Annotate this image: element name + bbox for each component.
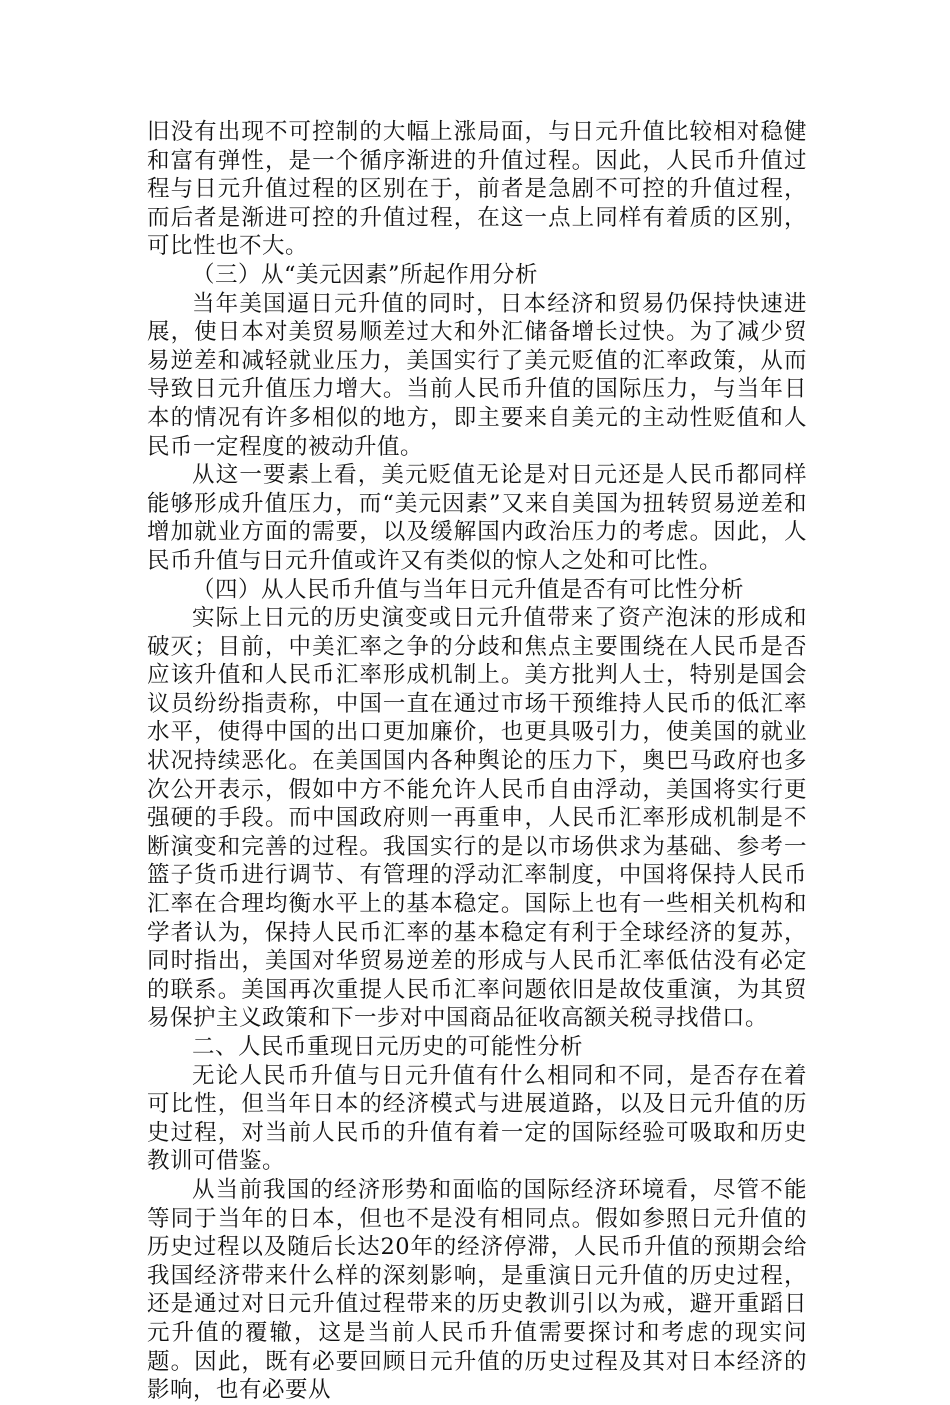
section-heading-4: （四）从人民币升值与当年日元升值是否有可比性分析 (192, 576, 745, 603)
section-heading-3: （三）从“美元因素”所起作用分析 (192, 261, 539, 288)
document-body (147, 118, 807, 1405)
paragraph: 当年美国逼日元升值的同时，日本经济和贸易仍保持快速进展，使日本对美贸易顺差过大和外汇储备增长过快。为了减少贸易逆差和减轻就业压力，美国实行了美元贬值的汇率政策，从而导致日元升值压力增大。当前人民币升值的国际压力，与当年日本的情况有许多相似的地方，即主要来自美元的主动性贬值和人民币一定程度的被动升值。 (147, 290, 807, 460)
paragraph: 从当前我国的经济形势和面临的国际经济环境看，尽管不能等同于当年的日本，但也不是没有相同点。假如参照日元升值的历史过程以及随后长达20年的经济停滞，人民币升值的预期会给我国经济带来什么样的深刻影响，是重演日元升值的历史过程，还是通过对日元升值过程带来的历史教训引以为戒，避开重蹈日元升值的覆辙，这是当前人民币升值需要探讨和考虑的现实问题。因此，既有必要回顾日元升值的历史过程及其对日本经济的影响，也有必要从 (147, 1176, 807, 1404)
paragraph: 无论人民币升值与日元升值有什么相同和不同，是否存在着可比性，但当年日本的经济模式与进展道路，以及日元升值的历史过程，对当前人民币的升值有着一定的国际经验可吸取和历史教训可借鉴。 (147, 1062, 807, 1175)
paragraph: 从这一要素上看，美元贬值无论是对日元还是人民币都同样能够形成升值压力，而“美元因素”又来自美国为扭转贸易逆差和增加就业方面的需要，以及缓解国内政治压力的考虑。因此，人民币升值与日元升值或许又有类似的惊人之处和可比性。 (147, 462, 807, 574)
paragraph-continued: 旧没有出现不可控制的大幅上涨局面，与日元升值比较相对稳健和富有弹性，是一个循序渐进的升值过程。因此，人民币升值过程与日元升值过程的区别在于，前者是急剧不可控的升值过程，而后者是渐进可控的升值过程，在这一点上同样有着质的区别，可比性也不大。 (147, 119, 807, 260)
paragraph: 实际上日元的历史演变或日元升值带来了资产泡沫的形成和破灭；目前，中美汇率之争的分歧和焦点主要围绕在人民币是否应该升值和人民币汇率形成机制上。美方批判人士，特别是国会议员纷纷指责称，中国一直在通过市场干预维持人民币的低汇率水平，使得中国的出口更加廉价，也更具吸引力，使美国的就业状况持续恶化。在美国国内各种舆论的压力下，奥巴马政府也多次公开表示，假如中方不能允许人民币自由浮动，美国将实行更强硬的手段。而中国政府则一再重申，人民币汇率形成机制是不断演变和完善的过程。我国实行的是以市场供求为基础、参考一篮子货币进行调节、有管理的浮动汇率制度，中国将保持人民币汇率在合理均衡水平上的基本稳定。国际上也有一些相关机构和学者认为，保持人民币汇率的基本稳定有利于全球经济的复苏，同时指出，美国对华贸易逆差的形成与人民币汇率低估没有必定的联系。美国再次重提人民币汇率问题依旧是故伎重演，为其贸易保护主义政策和下一步对中国商品征收高额关税寻找借口。 (147, 605, 807, 1032)
section-heading-2: 二、人民币重现日元历史的可能性分析 (192, 1034, 584, 1060)
